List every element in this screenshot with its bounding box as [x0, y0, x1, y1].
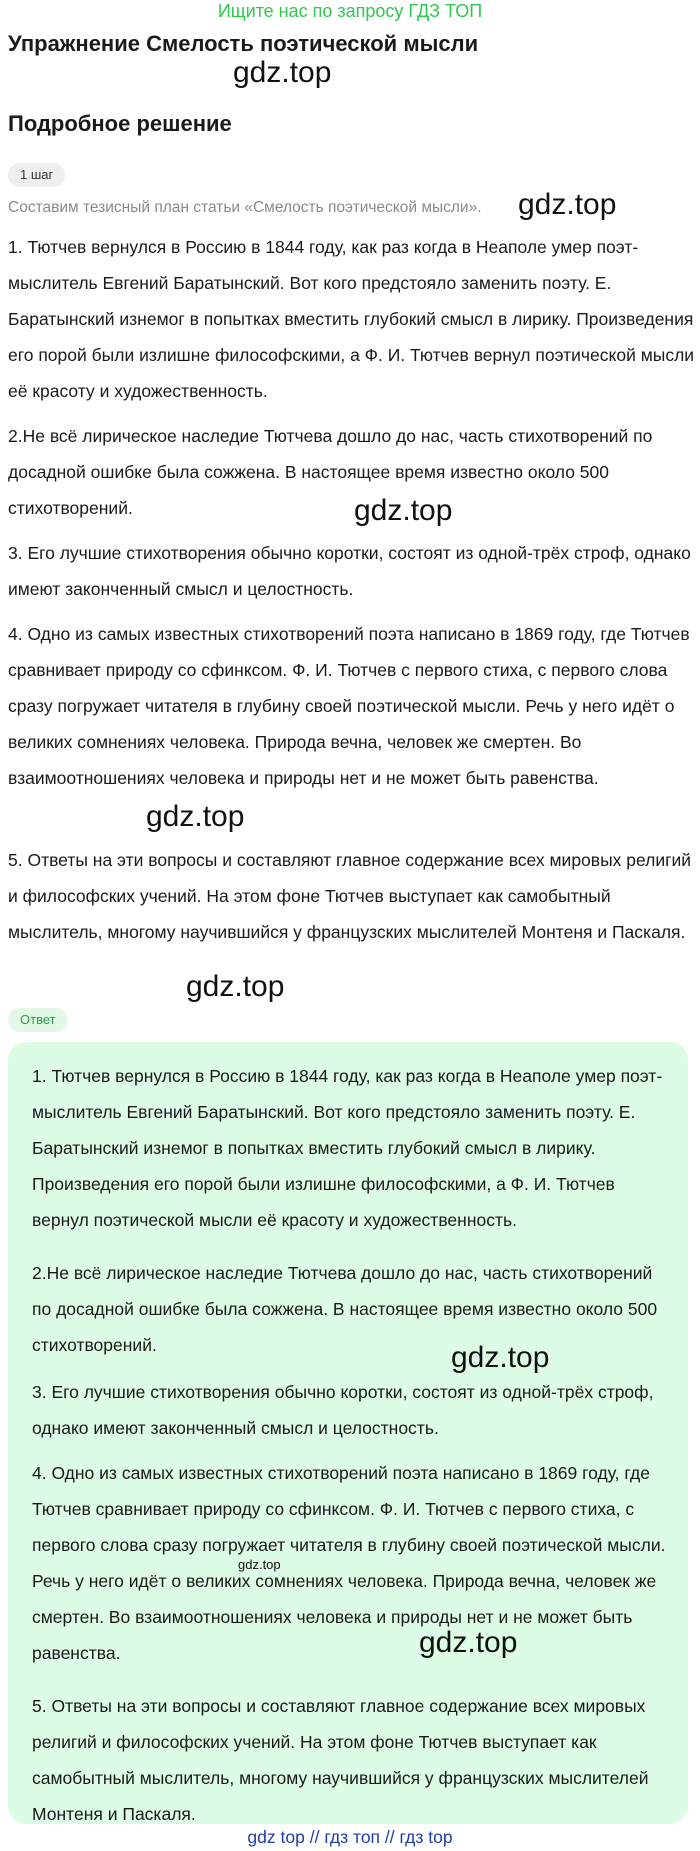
- watermark: gdz.top: [233, 56, 332, 89]
- intro-text: Составим тезисный план статьи «Смелость поэтической мысли».: [8, 199, 482, 216]
- section-title: Подробное решение: [8, 111, 232, 136]
- watermark: gdz.top: [238, 1557, 281, 1572]
- footer-link[interactable]: гдз top: [399, 1827, 453, 1847]
- solution-paragraph: 4. Одно из самых известных стихотворений поэта написано в 1869 году, где Тютчев сравнивает природу со сфинксом. Ф. И. Тютчев с первого стиха, с первого слова сразу погружает читателя в глубину своей поэтической мысли. Речь у него идёт о великих сомнениях человека. Природа вечна, человек же смертен. Во взаимоотношениях человека и природы нет и не может быть равенства.: [8, 624, 690, 788]
- answer-paragraph: 3. Его лучшие стихотворения обычно коротки, состоят из одной-трёх строф, однако имеют законченный смысл и целостность.: [32, 1382, 654, 1438]
- answer-box: [8, 1042, 688, 1824]
- solution-paragraph: 5. Ответы на эти вопросы и составляют главное содержание всех мировых религий и философских учений. На этом фоне Тютчев выступает как самобытный мыслитель, многому научившийся у французских мыслителей Монтеня и Паскаля.: [8, 850, 692, 942]
- answer-paragraph: 5. Ответы на эти вопросы и составляют главное содержание всех мировых религий и философских учений. На этом фоне Тютчев выступает как самобытный мыслитель, многому научившийся у французских мыслителей Монтеня и Паскаля.: [32, 1696, 649, 1824]
- answer-badge: Ответ: [8, 1008, 68, 1032]
- solution-paragraph: 2.Не всё лирическое наследие Тютчева дошло до нас, часть стихотворений по досадной ошибке была сожжена. В настоящее время известно около 500 стихотворений.: [8, 426, 653, 518]
- solution-paragraph: 1. Тютчев вернулся в Россию в 1844 году, как раз когда в Неаполе умер поэт-мыслитель Евгений Баратынский. Вот кого предстояло заменить поэту. Е. Баратынский изнемог в попытках вместить глубокий смысл в лирику. Произведения его порой были излишне философскими, а Ф. И. Тютчев вернул поэтической мысли её красоту и художественность.: [8, 237, 695, 401]
- watermark: gdz.top: [451, 1341, 550, 1374]
- page-title: Упражнение Смелость поэтической мысли: [8, 31, 479, 56]
- footer-links: [0, 1826, 700, 1848]
- answer-paragraph: 4. Одно из самых известных стихотворений поэта написано в 1869 году, где Тютчев сравнивает природу со сфинксом. Ф. И. Тютчев с первого стиха, с первого слова сразу погружает читателя в глубину своей поэтической мысли. Речь у него идёт о великих сомнениях человека. Природа вечна, человек же смертен. Во взаимоотношениях человека и природы нет и не может быть равенства.: [32, 1463, 666, 1663]
- solution-paragraph: 3. Его лучшие стихотворения обычно коротки, состоят из одной-трёх строф, однако имеют законченный смысл и целостность.: [8, 543, 691, 599]
- footer-link[interactable]: гдз топ: [324, 1827, 381, 1847]
- watermark: gdz.top: [146, 800, 245, 833]
- footer-link[interactable]: gdz top: [247, 1827, 305, 1847]
- footer-separator: //: [384, 1827, 395, 1847]
- watermark: gdz.top: [186, 970, 285, 1003]
- watermark: gdz.top: [419, 1626, 518, 1659]
- answer-paragraph: 2.Не всё лирическое наследие Тютчева дошло до нас, часть стихотворений по досадной ошибке была сожжена. В настоящее время известно около 500 стихотворений.: [32, 1263, 658, 1355]
- watermark: gdz.top: [518, 188, 617, 221]
- step-badge: 1 шаг: [8, 163, 65, 187]
- answer-paragraph: 1. Тютчев вернулся в Россию в 1844 году, как раз когда в Неаполе умер поэт-мыслитель Евгений Баратынский. Вот кого предстояло заменить поэту. Е. Баратынский изнемог в попытках вместить глубокий смысл в лирику. Произведения его порой были излишне философскими, а Ф. И. Тютчев вернул поэтической мысли её красоту и художественность.: [32, 1066, 663, 1230]
- watermark: gdz.top: [354, 494, 453, 527]
- top-banner[interactable]: Ищите нас по запросу ГДЗ ТОП: [217, 1, 483, 21]
- footer-separator: //: [309, 1827, 320, 1847]
